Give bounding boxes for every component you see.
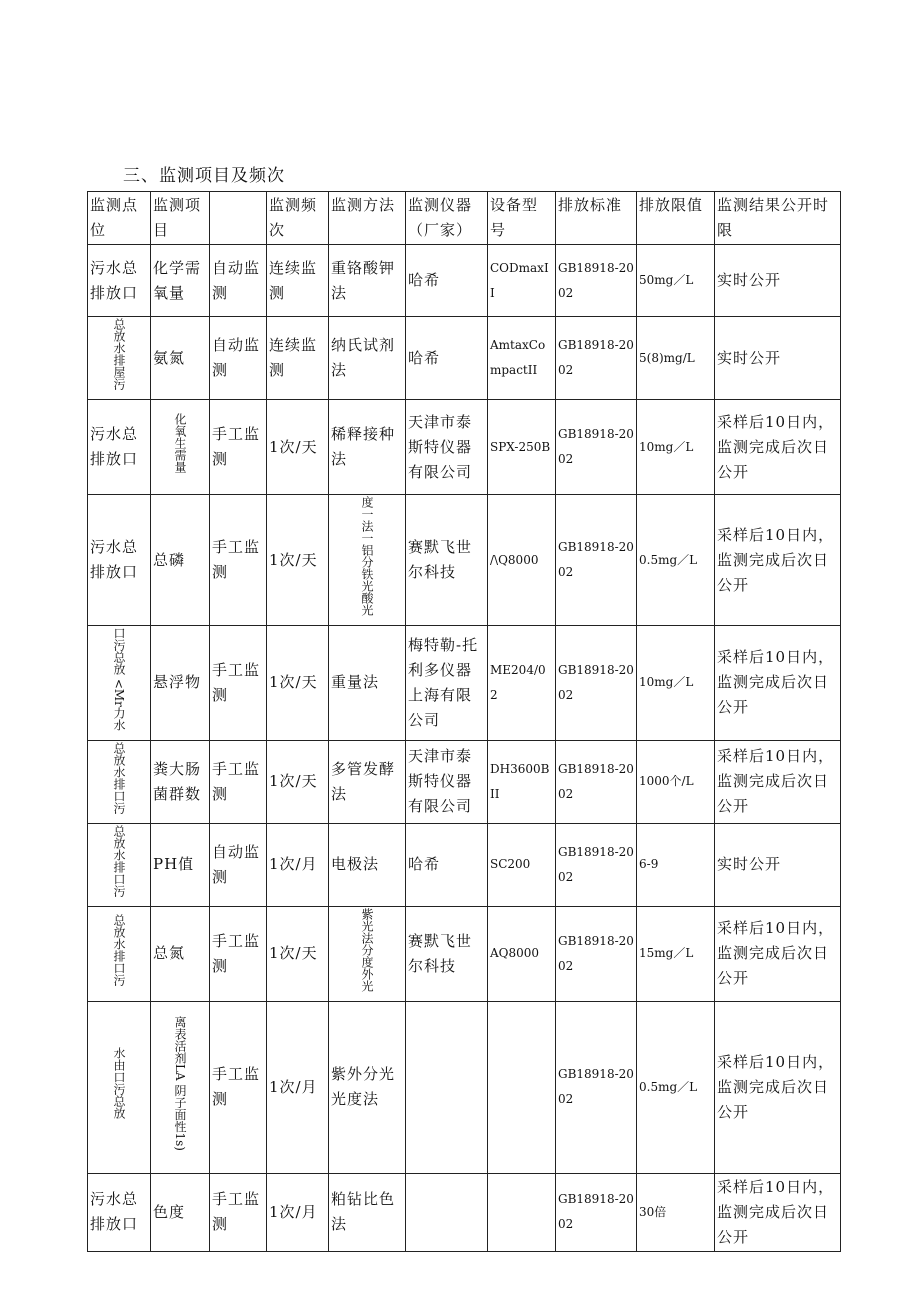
col-header: 监测方法 [329,192,406,245]
point-cell: 污水总排放口 [88,495,151,626]
mode-cell: 手工监测 [210,495,267,626]
method-cell [329,906,406,1001]
method-cell: 重量法 [329,626,406,741]
disclosure-cell: 实时公开 [715,823,841,906]
frequency-cell: 1次/天 [267,740,329,823]
method-cell: 多管发酵法 [329,740,406,823]
limit-cell: 30倍 [637,1173,715,1251]
header-row [88,192,841,245]
point-cell [88,317,151,400]
limit-cell: 1000个/L [637,740,715,823]
mode-cell: 手工监测 [210,1173,267,1251]
table-row [88,245,841,317]
method-cell: 紫外分光光度法 [329,1001,406,1173]
limit-cell: 0.5mg／L [637,1001,715,1173]
col-header [210,192,267,245]
instrument-cell: 天津市泰斯特仪器有限公司 [406,400,488,495]
instrument-cell: 哈希 [406,823,488,906]
standard-cell: GB18918-2002 [556,1001,637,1173]
instrument-cell: 赛默飞世尔科技 [406,495,488,626]
col-header: 排放标准 [556,192,637,245]
table-row [88,495,841,626]
disclosure-cell: 采样后10日内，监测完成后次日公开 [715,740,841,823]
method-cell-text: 度一法一铝分铁光酸光 [360,496,374,616]
item-cell: 色度 [151,1173,210,1251]
item-cell-text: 化氧生需量 [173,413,187,473]
point-cell: 污水总排放口 [88,400,151,495]
instrument-cell: 赛默飞世尔科技 [406,906,488,1001]
method-cell: 纳氏试剂法 [329,317,406,400]
mode-cell: 自动监测 [210,317,267,400]
disclosure-cell: 采样后10日内，监测完成后次日公开 [715,906,841,1001]
disclosure-cell: 实时公开 [715,317,841,400]
point-cell-text: 总放水排屋污 [112,318,126,390]
table-row [88,823,841,906]
limit-cell: 6-9 [637,823,715,906]
item-cell: PH值 [151,823,210,906]
item-cell: 氨氮 [151,317,210,400]
col-header: 监测项目 [151,192,210,245]
point-cell: 污水总排放口 [88,245,151,317]
monitoring-table [87,191,841,1252]
standard-cell: GB18918-2002 [556,1173,637,1251]
col-header: 监测仪器（厂家） [406,192,488,245]
point-cell-text: 总放水排口污 [112,824,126,897]
limit-cell: 50mg／L [637,245,715,317]
frequency-cell: 1次/月 [267,1001,329,1173]
col-header: 设备型号 [488,192,556,245]
col-header: 监测结果公开时限 [715,192,841,245]
frequency-cell: 1次/天 [267,495,329,626]
item-cell: 粪大肠菌群数 [151,740,210,823]
limit-cell: 10mg／L [637,400,715,495]
disclosure-cell: 采样后10日内，监测完成后次日公开 [715,1001,841,1173]
instrument-cell: 哈希 [406,317,488,400]
standard-cell: GB18918-2002 [556,495,637,626]
table-row [88,1173,841,1251]
disclosure-cell: 采样后10日内，监测完成后次日公开 [715,1173,841,1251]
point-cell-text: 水由口污总放 [112,1047,126,1120]
col-header: 监测频次 [267,192,329,245]
disclosure-cell: 实时公开 [715,245,841,317]
model-cell [488,1173,556,1251]
item-cell: 悬浮物 [151,626,210,741]
mode-cell: 自动监测 [210,823,267,906]
mode-cell: 手工监测 [210,1001,267,1173]
disclosure-cell: 采样后10日内，监测完成后次日公开 [715,400,841,495]
frequency-cell: 连续监测 [267,317,329,400]
item-cell-text: 离表活剂LA 阴子面性1s) [173,1015,187,1151]
item-cell: 总氮 [151,906,210,1001]
method-cell-text: 紫光法分度外光 [360,907,374,992]
standard-cell: GB18918-2002 [556,626,637,741]
model-cell [488,1001,556,1173]
standard-cell: GB18918-2002 [556,245,637,317]
point-cell-text: 总放水排口污 [112,741,126,814]
frequency-cell: 连续监测 [267,245,329,317]
method-cell: 重铬酸钾法 [329,245,406,317]
limit-cell: 10mg／L [637,626,715,741]
method-cell [329,495,406,626]
item-cell: 化学需氧量 [151,245,210,317]
mode-cell: 手工监测 [210,906,267,1001]
instrument-cell: 哈希 [406,245,488,317]
instrument-cell: 梅特勒-托利多仪器上海有限公司 [406,626,488,741]
table-row [88,740,841,823]
limit-cell: 0.5mg／L [637,495,715,626]
model-cell: AmtaxCompactII [488,317,556,400]
mode-cell: 手工监测 [210,400,267,495]
frequency-cell: 1次/月 [267,823,329,906]
instrument-cell [406,1173,488,1251]
standard-cell: GB18918-2002 [556,317,637,400]
frequency-cell: 1次/天 [267,626,329,741]
frequency-cell: 1次/天 [267,400,329,495]
frequency-cell: 1次/天 [267,906,329,1001]
item-cell: 总磷 [151,495,210,626]
section-heading: 三、监测项目及频次 [123,166,285,186]
table-row [88,626,841,741]
model-cell: SC200 [488,823,556,906]
table-row [88,1001,841,1173]
standard-cell: GB18918-2002 [556,823,637,906]
model-cell: AQ8000 [488,906,556,1001]
frequency-cell: 1次/月 [267,1173,329,1251]
table-row [88,906,841,1001]
point-cell [88,823,151,906]
disclosure-cell: 采样后10日内，监测完成后次日公开 [715,495,841,626]
standard-cell: GB18918-2002 [556,906,637,1001]
item-cell [151,400,210,495]
model-cell: DH3600BII [488,740,556,823]
limit-cell: 5(8)mg/L [637,317,715,400]
table-row [88,400,841,495]
point-cell: 污水总排放口 [88,1173,151,1251]
col-header: 监测点位 [88,192,151,245]
col-header: 排放限值 [637,192,715,245]
limit-cell: 15mg／L [637,906,715,1001]
mode-cell: 手工监测 [210,626,267,741]
standard-cell: GB18918-2002 [556,400,637,495]
method-cell: 稀释接种法 [329,400,406,495]
method-cell: 电极法 [329,823,406,906]
point-cell-text: 口污总放 <Mr力水 [112,627,126,731]
point-cell [88,626,151,741]
method-cell: 粕钻比色法 [329,1173,406,1251]
point-cell [88,740,151,823]
mode-cell: 手工监测 [210,740,267,823]
model-cell: SPX-250B [488,400,556,495]
disclosure-cell: 采样后10日内，监测完成后次日公开 [715,626,841,741]
model-cell: ME204/02 [488,626,556,741]
model-cell: /\Q8000 [488,495,556,626]
mode-cell: 自动监测 [210,245,267,317]
item-cell [151,1001,210,1173]
point-cell [88,1001,151,1173]
instrument-cell [406,1001,488,1173]
table-row [88,317,841,400]
instrument-cell: 天津市泰斯特仪器有限公司 [406,740,488,823]
point-cell-text: 总放水排口污 [112,913,126,986]
point-cell [88,906,151,1001]
model-cell: CODmaxII [488,245,556,317]
standard-cell: GB18918-2002 [556,740,637,823]
